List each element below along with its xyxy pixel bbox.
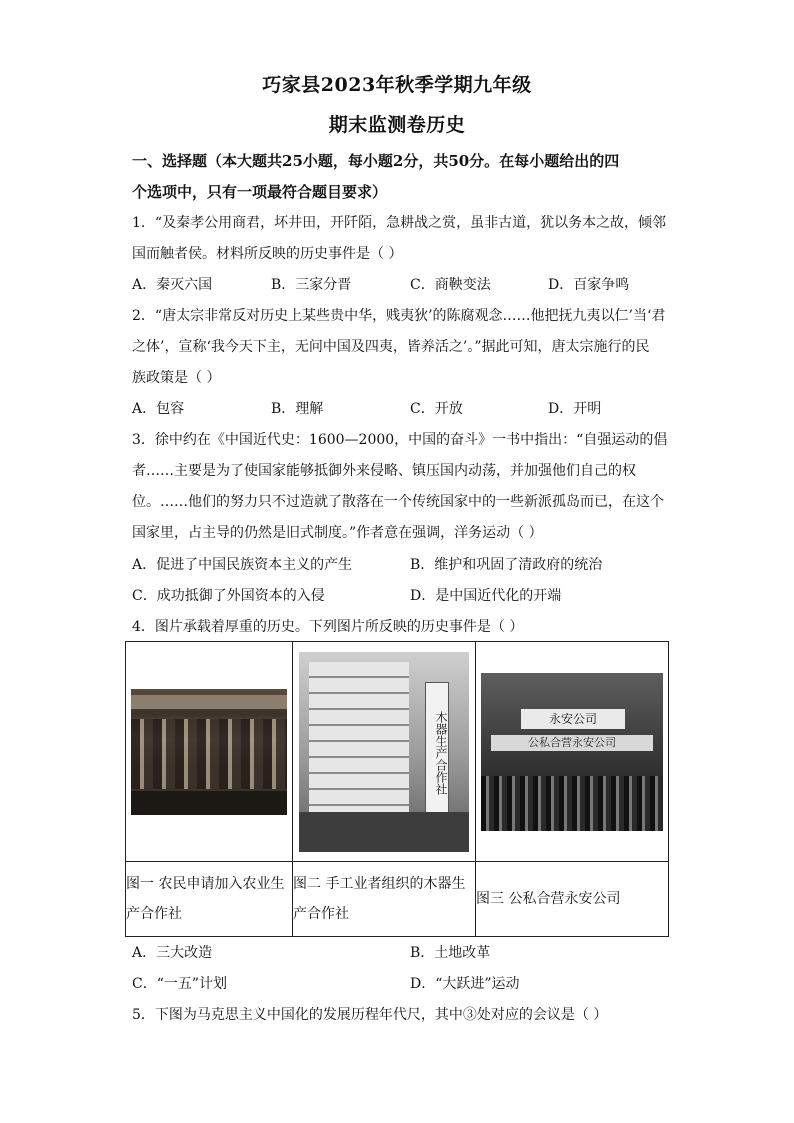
section-heading-line2: 个选项中，只有一项最符合题目要求） (132, 183, 388, 201)
figure3-sign: 永安公司 (521, 709, 625, 729)
section-heading-line1: 一、选择题（本大题共25小题，每小题2分，共50分。在每小题给出的四 (132, 152, 620, 170)
q3-option-a: A．促进了中国民族资本主义的产生 (132, 557, 353, 573)
figure3-cell (476, 642, 669, 862)
q2-line2: 之体’，宣称‘我今天下主，无问中国及四夷，皆养活之’。”据此可知，唐太宗施行的民 (132, 339, 650, 355)
q1-option-b: B．三家分晋 (271, 277, 352, 293)
q4-option-a: A．三大改造 (132, 945, 213, 961)
figure3-caption: 图三 公私合营永安公司 (476, 862, 669, 937)
figure2-caption: 图二 手工业者组织的木器生产合作社 (293, 862, 476, 937)
q4-option-c: C．“一五”计划 (132, 976, 228, 992)
figure1-cell (126, 642, 293, 862)
q3-option-d: D．是中国近代化的开端 (410, 588, 562, 604)
q4-option-d: D．“大跃进”运动 (410, 976, 520, 992)
figure2-banner: 木器生产合作社 (425, 682, 449, 824)
q5-line1: 5．下图为马克思主义中国化的发展历程年代尺，其中③处对应的会议是（ ） (132, 1007, 608, 1023)
q3-option-c: C．成功抵御了外国资本的入侵 (132, 588, 325, 604)
q1-option-d: D．百家争鸣 (548, 277, 630, 293)
figure3-sign2: 公私合营永安公司 (491, 735, 653, 751)
q1-option-c: C．商鞅变法 (410, 277, 491, 293)
q4-option-b: B．土地改革 (410, 945, 491, 961)
figure1-photo (131, 689, 287, 815)
figure2-photo (299, 652, 469, 852)
figure1-caption: 图一 农民申请加入农业生产合作社 (126, 862, 293, 937)
q2-option-c: C．开放 (410, 401, 463, 417)
q2-option-d: D．开明 (548, 401, 602, 417)
figure-table (125, 641, 669, 937)
q3-option-b: B．维护和巩固了清政府的统治 (410, 557, 603, 573)
q1-line1: 1．“及秦孝公用商君，坏井田，开阡陌，急耕战之赏，虽非古道，犹以务本之故，倾邻 (132, 215, 667, 231)
q3-line3: 位。……他们的努力只不过造就了散落在一个传统国家中的一些新派孤岛而已，在这个 (132, 494, 664, 510)
figure2-cell (293, 642, 476, 862)
q2-option-a: A．包容 (132, 401, 185, 417)
exam-title-line1: 巧家县2023年秋季学期九年级 (262, 74, 532, 96)
q2-line1: 2．“唐太宗非常反对历史上某些贵中华，贱夷狄’的陈腐观念……他把抚九夷以仁’当‘君 (132, 308, 666, 324)
q3-line4: 国家里，占主导的仍然是旧式制度。”作者意在强调，洋务运动（ ） (132, 525, 543, 541)
q2-line3: 族政策是（ ） (132, 370, 221, 386)
q1-option-a: A．秦灭六国 (132, 277, 213, 293)
exam-title-line2: 期末监测卷历史 (328, 114, 466, 136)
q3-line2: 者……主要是为了使国家能够抵御外来侵略、镇压国内动荡，并加强他们自己的权 (132, 463, 636, 479)
q2-option-b: B．理解 (271, 401, 324, 417)
q4-line1: 4．图片承载着厚重的历史。下列图片所反映的历史事件是（ ） (132, 619, 524, 635)
q1-line2: 国而触者侯。材料所反映的历史事件是（ ） (132, 246, 403, 262)
figure3-photo (481, 673, 663, 831)
q3-line1: 3．徐中约在《中国近代史：1600—2000，中国的奋斗》一书中指出：“自强运动的倡 (132, 432, 668, 448)
